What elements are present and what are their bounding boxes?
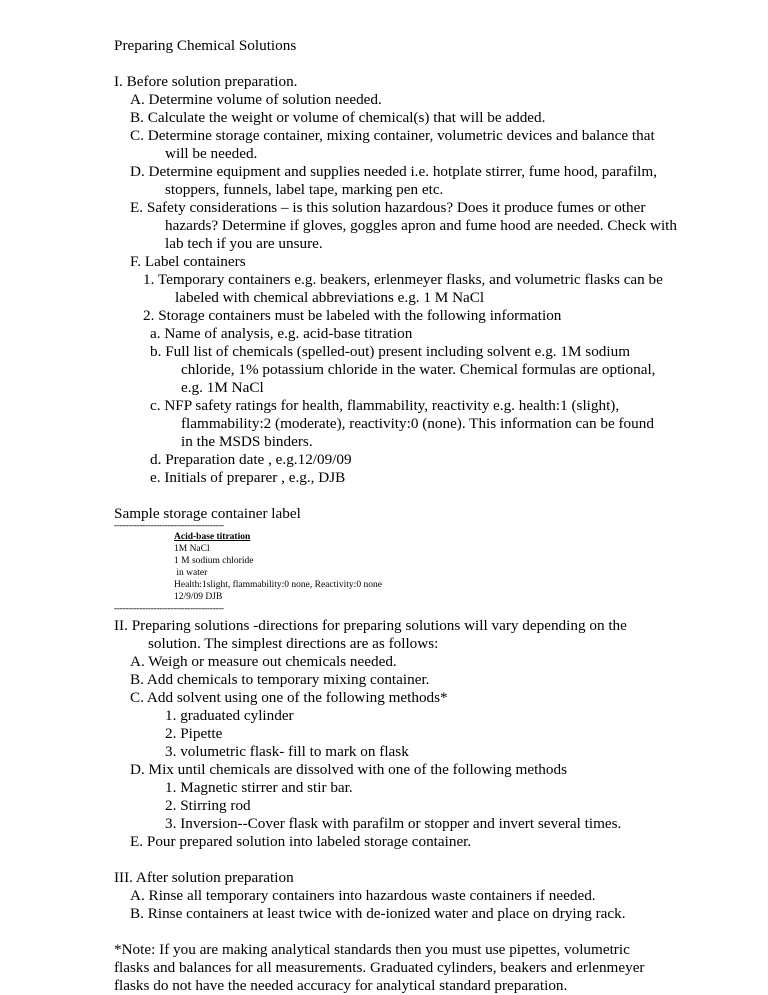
note-line-3: flasks do not have the needed accuracy for analytical standard preparation.	[114, 977, 568, 994]
section-3-heading: III. After solution preparation	[114, 869, 294, 886]
section-1-item-f-2-c-cont-2: in the MSDS binders.	[181, 433, 313, 450]
section-3-item-b: B. Rinse containers at least twice with de-ionized water and place on drying rack.	[130, 905, 626, 922]
section-2-heading: II. Preparing solutions -directions for preparing solutions will vary depending on the	[114, 617, 627, 634]
section-1-item-e-cont-1: hazards? Determine if gloves, goggles apron and fume hood are needed. Check with	[165, 217, 677, 234]
section-1-item-a: A. Determine volume of solution needed.	[130, 91, 382, 108]
sample-label-date-initials: 12/9/09 DJB	[174, 592, 223, 602]
section-3-item-a: A. Rinse all temporary containers into hazardous waste containers if needed.	[130, 887, 596, 904]
section-1-item-f-1: 1. Temporary containers e.g. beakers, erlenmeyer flasks, and volumetric flasks can be	[143, 271, 663, 288]
section-1-item-f-2: 2. Storage containers must be labeled with the following information	[143, 307, 562, 324]
section-2-item-c-2: 2. Pipette	[165, 725, 223, 742]
sample-label-formula: 1M NaCl	[174, 544, 210, 554]
sample-label-solvent: in water	[174, 568, 208, 578]
section-1-item-e-cont-2: lab tech if you are unsure.	[165, 235, 323, 252]
section-1-item-f-2-d: d. Preparation date , e.g.12/09/09	[150, 451, 352, 468]
section-1-item-f-1-cont: labeled with chemical abbreviations e.g. 1 M NaCl	[175, 289, 485, 306]
section-1-item-f-2-b: b. Full list of chemicals (spelled-out) present including solvent e.g. 1M sodium	[150, 343, 631, 360]
section-2-item-c-1: 1. graduated cylinder	[165, 707, 294, 724]
section-1-item-f: F. Label containers	[130, 253, 246, 270]
section-1-item-b: B. Calculate the weight or volume of chemical(s) that will be added.	[130, 109, 546, 126]
section-1-item-d-cont: stoppers, funnels, label tape, marking pen etc.	[165, 181, 444, 198]
sample-label-top-divider: ---------------------------------------	[114, 521, 224, 531]
section-2-item-d-1: 1. Magnetic stirrer and stir bar.	[165, 779, 353, 796]
section-1-item-f-2-b-cont-1: chloride, 1% potassium chloride in the water. Chemical formulas are optional,	[181, 361, 656, 378]
section-2-heading-cont: solution. The simplest directions are as follows:	[148, 635, 439, 652]
sample-label-chemical-name: 1 M sodium chloride	[174, 556, 254, 566]
section-1-heading: I. Before solution preparation.	[114, 73, 298, 90]
section-1-item-f-2-c-cont-1: flammability:2 (moderate), reactivity:0 (none). This information can be found	[181, 415, 654, 432]
section-1-item-d: D. Determine equipment and supplies needed i.e. hotplate stirrer, fume hood, parafilm,	[130, 163, 657, 180]
sample-label-heading: Sample storage container label	[114, 505, 301, 522]
section-1-item-c: C. Determine storage container, mixing container, volumetric devices and balance that	[130, 127, 655, 144]
section-1-item-f-2-a: a. Name of analysis, e.g. acid-base titration	[150, 325, 413, 342]
section-2-item-e: E. Pour prepared solution into labeled storage container.	[130, 833, 472, 850]
section-2-item-b: B. Add chemicals to temporary mixing container.	[130, 671, 430, 688]
note-line-1: *Note: If you are making analytical standards then you must use pipettes, volumetric	[114, 941, 630, 958]
section-1-item-c-cont: will be needed.	[165, 145, 258, 162]
section-2-item-d-3: 3. Inversion--Cover flask with parafilm or stopper and invert several times.	[165, 815, 622, 832]
section-2-item-d: D. Mix until chemicals are dissolved with one of the following methods	[130, 761, 567, 778]
section-1-item-f-2-b-cont-2: e.g. 1M NaCl	[181, 379, 264, 396]
section-2-item-c-3: 3. volumetric flask- fill to mark on flask	[165, 743, 409, 760]
section-1-item-f-2-e: e. Initials of preparer , e.g., DJB	[150, 469, 346, 486]
sample-label-analysis-name: Acid-base titration	[174, 532, 251, 542]
sample-label-bottom-divider: ---------------------------------------	[114, 604, 224, 614]
document-title: Preparing Chemical Solutions	[114, 37, 297, 54]
note-line-2: flasks and balances for all measurements. Graduated cylinders, beakers and erlenmeyer	[114, 959, 645, 976]
section-2-item-a: A. Weigh or measure out chemicals needed.	[130, 653, 397, 670]
sample-label-safety-ratings: Health:1slight, flammability:0 none, Reactivity:0 none	[174, 580, 382, 590]
section-1-item-e: E. Safety considerations – is this solution hazardous? Does it produce fumes or other	[130, 199, 646, 216]
section-2-item-c: C. Add solvent using one of the following methods*	[130, 689, 448, 706]
section-2-item-d-2: 2. Stirring rod	[165, 797, 251, 814]
section-1-item-f-2-c: c. NFP safety ratings for health, flammability, reactivity e.g. health:1 (slight),	[150, 397, 620, 414]
